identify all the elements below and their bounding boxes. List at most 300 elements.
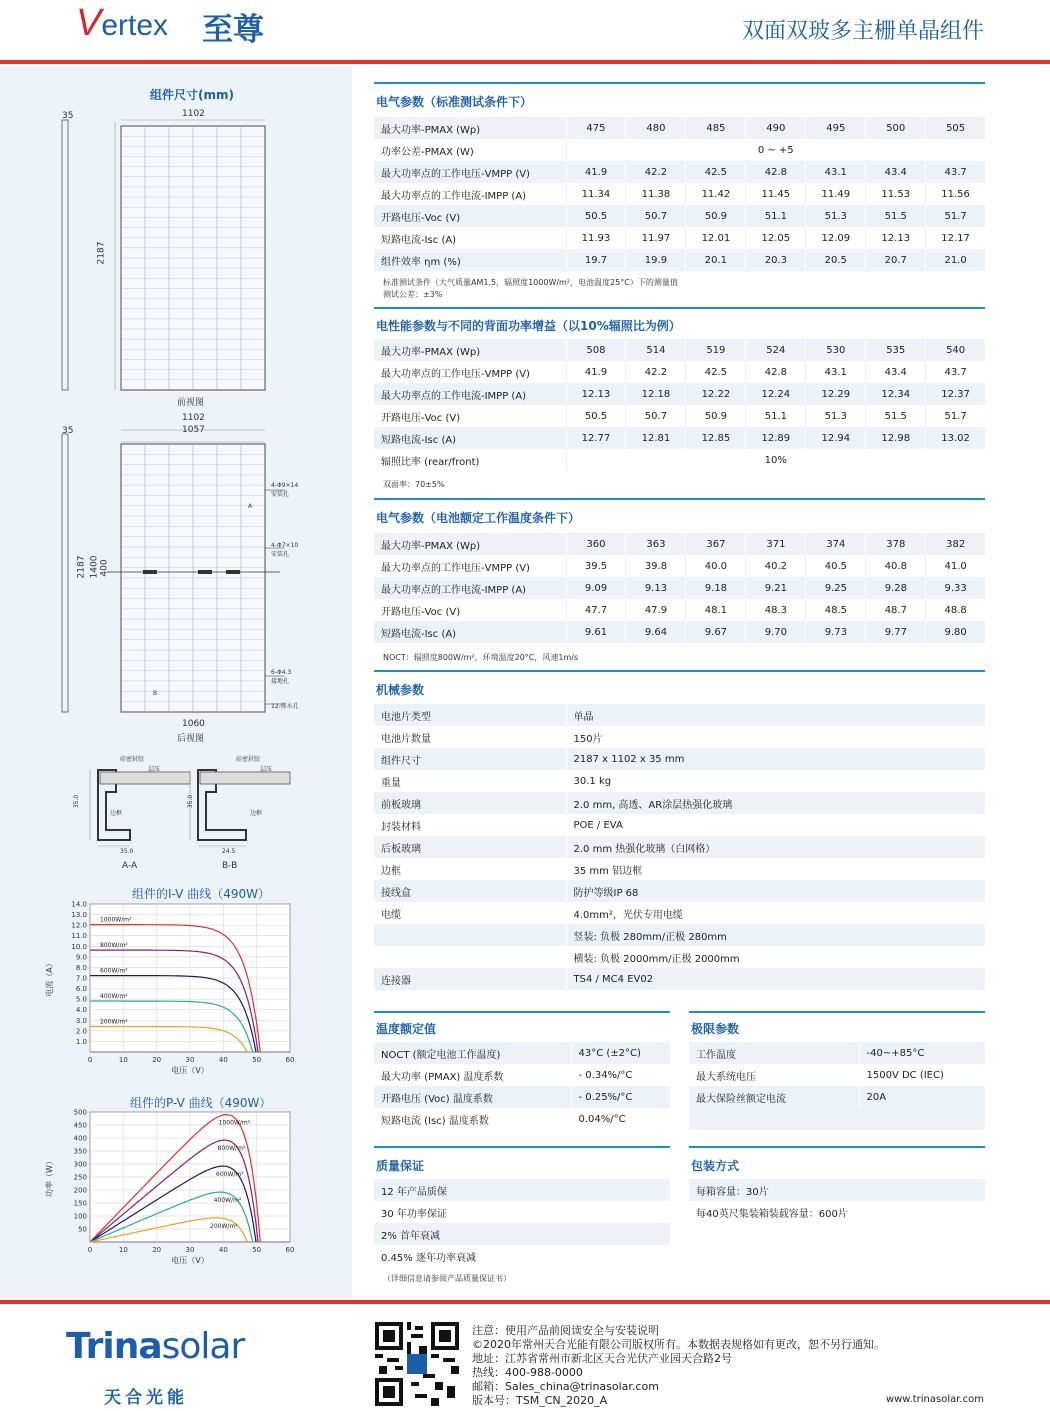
section-a-height: 35.0: [73, 794, 81, 809]
row-value: 48.3: [746, 599, 806, 621]
row-label: 最大功率点的工作电流-IMPP (A): [374, 183, 566, 205]
row-value: 367: [686, 533, 746, 555]
row-label: [374, 924, 566, 946]
y-tick-label: 500: [73, 1108, 87, 1117]
label-frame-a: 边框: [110, 810, 123, 817]
row-value: 150片: [566, 726, 985, 748]
legend-label: 1000W/m²: [100, 916, 132, 924]
qr-code: [374, 1322, 460, 1406]
front-height: 2187: [96, 241, 107, 265]
row-value: 371: [746, 533, 806, 555]
row-value: 42.8: [746, 361, 806, 383]
y-tick-label: 300: [73, 1160, 87, 1169]
legend-label: 400W/m²: [100, 993, 128, 1001]
row-value: 竖装: 负极 280mm/正极 280mm: [566, 924, 985, 946]
legend-label: 400W/m²: [213, 1197, 242, 1205]
row-value: 单晶: [566, 704, 985, 726]
row-label: 前板玻璃: [374, 792, 566, 814]
table-row: [374, 1201, 670, 1223]
row-value: 防护等级IP 68: [566, 880, 985, 902]
legend-label: 200W/m²: [100, 1018, 128, 1026]
x-tick-label: 50: [252, 1056, 262, 1064]
x-tick-label: 0: [87, 1246, 93, 1254]
row-value: 2% 首年衰减: [374, 1223, 670, 1245]
table-row: [689, 1042, 985, 1064]
row-value: 40.0: [686, 555, 746, 577]
row-value: 40.2: [746, 555, 806, 577]
legend-label: 800W/m²: [217, 1145, 246, 1153]
legend-label: 200W/m²: [210, 1222, 238, 1230]
row-label: 最大功率点的工作电流-IMPP (A): [374, 577, 566, 599]
table-row: [374, 1223, 670, 1245]
section-mark-a: A: [248, 503, 253, 510]
row-value: 12.17: [926, 227, 985, 249]
row-value: 41.9: [566, 361, 626, 383]
stc-title: 电气参数（标准测试条件下）: [376, 95, 533, 109]
row-value: 500: [866, 117, 926, 139]
row-value: 12.98: [866, 427, 926, 449]
row-value: 11.97: [626, 227, 686, 249]
section-b-width: 24.5: [222, 848, 236, 855]
row-value: 12.77: [566, 427, 626, 449]
row-label: 边框: [374, 858, 566, 880]
label-glass-b: 硅密封胶: [236, 756, 261, 763]
y-tick-label: 350: [73, 1147, 87, 1156]
x-tick-label: 40: [218, 1246, 228, 1254]
row-label: 最大功率-PMAX (Wp): [374, 533, 566, 555]
brand-logo-cn: 至尊: [202, 12, 264, 48]
row-label: 封装材料: [374, 814, 566, 836]
x-tick-label: 10: [118, 1246, 128, 1254]
row-value: 39.5: [566, 555, 626, 577]
row-label: 短路电流-Isc (A): [374, 227, 566, 249]
y-tick-label: 100: [73, 1212, 87, 1221]
row-label: 组件尺寸: [374, 748, 566, 770]
limits-table: [689, 1042, 985, 1108]
table-row: [374, 858, 985, 880]
back-bottom-width: 1060: [182, 719, 205, 729]
footer-line: 邮箱：Sales_china@trinasolar.com: [472, 1380, 659, 1393]
table-row: [374, 946, 985, 968]
y-axis-label: 电流（A）: [45, 959, 54, 997]
brand-logo: Vertex: [76, 2, 169, 44]
label-frame-b: 边框: [250, 810, 263, 817]
table-row: [374, 405, 985, 427]
table-row: [374, 1179, 670, 1201]
y-tick-label: 10.0: [71, 942, 87, 951]
row-label: 最大系统电压: [689, 1064, 859, 1086]
table-row: [374, 227, 985, 249]
row-value: 43°C (±2°C): [571, 1042, 670, 1064]
row-value: 51.1: [746, 405, 806, 427]
row-value: 48.7: [866, 599, 926, 621]
row-value: 360: [566, 533, 626, 555]
packing-divider: [689, 1146, 985, 1148]
row-value: 30 年功率保证: [374, 1201, 670, 1223]
noct-title: 电气参数（电池额定工作温度条件下）: [376, 511, 581, 525]
row-value: 9.18: [686, 577, 746, 599]
noct-divider: [374, 498, 985, 500]
section-mark-b: B: [153, 690, 158, 697]
footer-line: ©2020年常州天合光能有限公司版权所有。本数据表规格如有更改，恕不另行通知。: [472, 1338, 885, 1351]
row-value: 519: [686, 339, 746, 361]
row-value: 12.18: [626, 383, 686, 405]
row-value: 9.80: [926, 621, 985, 643]
warranty-title: 质量保证: [376, 1159, 425, 1173]
back-caption: 后视图: [177, 734, 205, 744]
table-row: [374, 814, 985, 836]
row-value: 374: [806, 533, 866, 555]
row-value: 20.3: [746, 249, 806, 271]
x-tick-label: 30: [185, 1056, 195, 1064]
row-value: 40.5: [806, 555, 866, 577]
row-label: 电池片类型: [374, 704, 566, 726]
row-label: NOCT (额定电池工作温度): [374, 1042, 571, 1064]
row-value: 508: [566, 339, 626, 361]
row-value: 11.38: [626, 183, 686, 205]
row-value: 514: [626, 339, 686, 361]
row-value: 每箱容量：30片: [689, 1179, 985, 1201]
back-height: 2187: [76, 555, 87, 579]
section-b-name: B-B: [222, 861, 238, 871]
row-value: 12.22: [686, 383, 746, 405]
y-axis-label: 功率（W）: [45, 1157, 54, 1197]
row-value: 540: [926, 339, 985, 361]
row-value: 480: [626, 117, 686, 139]
iv-chart-title: 组件的I-V 曲线（490W）: [132, 887, 270, 901]
y-tick-label: 250: [73, 1173, 87, 1182]
packing-title: 包装方式: [691, 1159, 740, 1173]
row-value: 48.1: [686, 599, 746, 621]
row-value: 47.9: [626, 599, 686, 621]
callout-drain: 12-排水孔: [271, 703, 299, 710]
x-tick-label: 60: [285, 1246, 295, 1254]
row-value: 11.34: [566, 183, 626, 205]
row-value: - 0.34%/°C: [571, 1064, 670, 1086]
row-value: 4.0mm²，光伏专用电缆: [566, 902, 985, 924]
x-tick-label: 60: [285, 1056, 295, 1064]
y-tick-label: 150: [73, 1199, 87, 1208]
row-value: 21.0: [926, 249, 985, 271]
mech-table: [374, 704, 985, 990]
row-value: 495: [806, 117, 866, 139]
iv-chart: [40, 898, 310, 1076]
table-row: [374, 383, 985, 405]
legend-label: 800W/m²: [100, 942, 128, 950]
row-label: 连接器: [374, 968, 566, 990]
limits-filler-row: [689, 1108, 985, 1130]
row-value: 48.8: [926, 599, 985, 621]
table-row: [374, 249, 985, 271]
row-label: 重量: [374, 770, 566, 792]
limits-title: 极限参数: [691, 1022, 740, 1036]
row-value: 12 年产品质保: [374, 1179, 670, 1201]
y-tick-label: 450: [73, 1121, 87, 1130]
y-tick-label: 13.0: [71, 911, 87, 920]
row-value: 9.13: [626, 577, 686, 599]
table-row: [374, 748, 985, 770]
y-tick-label: 1.0: [75, 1037, 87, 1046]
row-value: 12.01: [686, 227, 746, 249]
callout-ground: 6-Φ4.3 接地孔: [271, 669, 292, 685]
table-row: [374, 599, 985, 621]
footer-divider: [0, 1300, 1050, 1304]
row-value: 9.28: [866, 577, 926, 599]
limits-divider: [689, 1011, 985, 1013]
row-value: 475: [566, 117, 626, 139]
row-value: 2187 x 1102 x 35 mm: [566, 748, 985, 770]
row-value: 363: [626, 533, 686, 555]
row-value: 43.4: [866, 161, 926, 183]
row-label: 最大功率点的工作电压-VMPP (V): [374, 361, 566, 383]
table-row: [374, 577, 985, 599]
stc-divider: [374, 82, 985, 84]
row-value: 51.7: [926, 205, 985, 227]
row-value: 19.9: [626, 249, 686, 271]
noct-table: [374, 533, 985, 643]
row-label: 开路电压-Voc (V): [374, 405, 566, 427]
table-row: [374, 1042, 670, 1064]
table-row: [374, 139, 985, 161]
row-value: 43.7: [926, 361, 985, 383]
row-label: 短路电流 (Isc) 温度系数: [374, 1108, 571, 1130]
row-value: 横装: 负极 2000mm/正极 2000mm: [566, 946, 985, 968]
row-value: 50.7: [626, 205, 686, 227]
row-value: 20A: [859, 1086, 985, 1108]
row-label: 电池片数量: [374, 726, 566, 748]
row-value: 42.2: [626, 361, 686, 383]
row-value: 50.7: [626, 405, 686, 427]
table-row: [374, 1086, 670, 1108]
temp-divider: [374, 1011, 670, 1013]
temp-table: [374, 1042, 670, 1130]
row-label: 最大功率点的工作电压-VMPP (V): [374, 555, 566, 577]
section-b-height: 35.0: [187, 794, 195, 809]
table-row: [374, 902, 985, 924]
label-layer-a: 层压: [148, 766, 161, 773]
row-value: 30.1 kg: [566, 770, 985, 792]
row-value: 每40英尺集装箱装载容量：600片: [689, 1201, 985, 1223]
row-value: 19.7: [566, 249, 626, 271]
table-row: [374, 836, 985, 858]
row-value: 41.9: [566, 161, 626, 183]
row-value: 43.1: [806, 361, 866, 383]
row-value: 40.8: [866, 555, 926, 577]
packing-table: [689, 1179, 985, 1223]
y-tick-label: 11.0: [71, 932, 87, 941]
y-tick-label: 50: [78, 1225, 87, 1234]
label-glass-a: 硅密封胶: [120, 756, 145, 763]
table-row: [689, 1179, 985, 1201]
y-tick-label: 400: [73, 1134, 87, 1143]
callout-mounting-2: 4-Φ7×10 安装孔: [271, 542, 299, 558]
row-value: 9.70: [746, 621, 806, 643]
row-value: 490: [746, 117, 806, 139]
row-value: 9.73: [806, 621, 866, 643]
temp-title: 温度额定值: [376, 1022, 437, 1036]
y-tick-label: 4.0: [75, 1006, 87, 1015]
row-value: 1500V DC (IEC): [859, 1064, 985, 1086]
x-tick-label: 50: [252, 1246, 262, 1254]
row-value: 50.5: [566, 405, 626, 427]
legend-label: 600W/m²: [100, 967, 128, 975]
table-row: [689, 1086, 985, 1108]
row-value: 12.13: [566, 383, 626, 405]
x-tick-label: 20: [152, 1246, 162, 1254]
row-value: 50.9: [686, 405, 746, 427]
row-value: -40~+85°C: [859, 1042, 985, 1064]
row-label: 辐照比率 (rear/front): [374, 449, 566, 471]
y-tick-label: 2.0: [75, 1027, 87, 1036]
row-label: 后板玻璃: [374, 836, 566, 858]
back-thickness: 35: [62, 426, 74, 436]
row-value: TS4 / MC4 EV02: [566, 968, 985, 990]
row-label: 最大保险丝额定电流: [689, 1086, 859, 1108]
row-value: 20.7: [866, 249, 926, 271]
table-row: [374, 533, 985, 555]
back-h400: 400: [99, 559, 110, 577]
row-value: 11.56: [926, 183, 985, 205]
row-label: 最大功率点的工作电流-IMPP (A): [374, 383, 566, 405]
bifacial-title: 电性能参数与不同的背面功率增益（以10%辐照比为例）: [376, 319, 681, 333]
y-tick-label: 12.0: [71, 921, 87, 930]
row-value: 9.64: [626, 621, 686, 643]
row-value: 43.7: [926, 161, 985, 183]
y-tick-label: 6.0: [75, 985, 87, 994]
footer-info: [472, 1324, 885, 1408]
row-value: 13.02: [926, 427, 985, 449]
row-label: 接线盒: [374, 880, 566, 902]
table-row: [374, 361, 985, 383]
footer-line: 注意：使用产品前阅读安全与安装说明: [472, 1324, 659, 1337]
bifacial-divider: [374, 307, 985, 309]
row-label: 最大功率-PMAX (Wp): [374, 117, 566, 139]
legend-label: 1000W/m²: [218, 1119, 251, 1127]
table-row: [374, 205, 985, 227]
row-value: 42.5: [686, 161, 746, 183]
y-tick-label: 3.0: [75, 1016, 87, 1025]
row-label: 开路电压 (Voc) 温度系数: [374, 1086, 571, 1108]
table-row: [374, 968, 985, 990]
table-row: [374, 704, 985, 726]
header: [0, 0, 1050, 62]
row-value: 9.67: [686, 621, 746, 643]
row-value: 39.8: [626, 555, 686, 577]
row-value: 12.89: [746, 427, 806, 449]
row-value: 51.5: [866, 405, 926, 427]
trina-logo: Trinasolar: [66, 1326, 245, 1367]
row-value: 12.81: [626, 427, 686, 449]
x-tick-label: 0: [87, 1056, 93, 1064]
y-tick-label: 7.0: [75, 974, 87, 983]
row-value: 51.7: [926, 405, 985, 427]
row-value: 0.45% 逐年功率衰减: [374, 1245, 670, 1267]
row-value: 12.34: [866, 383, 926, 405]
row-value: 51.1: [746, 205, 806, 227]
back-width: 1102: [182, 413, 205, 423]
row-value: 9.09: [566, 577, 626, 599]
y-tick-label: 5.0: [75, 995, 87, 1004]
row-value: 11.42: [686, 183, 746, 205]
row-value: 11.53: [866, 183, 926, 205]
page-title: 双面双玻多主栅单晶组件: [741, 19, 984, 44]
row-value: 9.61: [566, 621, 626, 643]
footer-line: 地址：江苏省常州市新北区天合光伏产业园天合路2号: [472, 1352, 732, 1365]
bifacial-table: [374, 339, 985, 471]
row-label: 开路电压-Voc (V): [374, 599, 566, 621]
x-tick-label: 30: [185, 1246, 195, 1254]
row-value: 11.49: [806, 183, 866, 205]
row-value: 35 mm 铝边框: [566, 858, 985, 880]
row-value: 42.5: [686, 361, 746, 383]
row-value: 11.93: [566, 227, 626, 249]
row-value: 535: [866, 339, 926, 361]
table-row: [374, 792, 985, 814]
warranty-divider: [374, 1146, 670, 1148]
row-value: 9.33: [926, 577, 985, 599]
row-value: 9.21: [746, 577, 806, 599]
table-row: [374, 427, 985, 449]
row-label: 工作温度: [689, 1042, 859, 1064]
row-value: 485: [686, 117, 746, 139]
row-value: 50.5: [566, 205, 626, 227]
row-value: 50.9: [686, 205, 746, 227]
row-value: 12.94: [806, 427, 866, 449]
row-value: 12.09: [806, 227, 866, 249]
row-value: 0 ~ +5: [566, 139, 985, 161]
y-tick-label: 8.0: [75, 963, 87, 972]
row-value: - 0.25%/°C: [571, 1086, 670, 1108]
table-row: [374, 161, 985, 183]
table-row: [374, 339, 985, 361]
row-value: 51.3: [806, 405, 866, 427]
row-value: 48.5: [806, 599, 866, 621]
row-value: 12.13: [866, 227, 926, 249]
x-tick-label: 10: [118, 1056, 128, 1064]
row-value: 51.5: [866, 205, 926, 227]
y-tick-label: 200: [73, 1186, 87, 1195]
y-tick-label: 14.0: [71, 900, 87, 909]
row-value: 2.0 mm, 高透、AR涂层热强化玻璃: [566, 792, 985, 814]
row-label: 开路电压-Voc (V): [374, 205, 566, 227]
row-value: 11.45: [746, 183, 806, 205]
table-row: [374, 726, 985, 748]
table-row: [374, 621, 985, 643]
row-value: 10%: [566, 449, 985, 471]
stc-note: 标准测试条件（大气质量AM1.5，辐照度1000W/m²，电池温度25°C）下的测量值 测试公差：±3%: [383, 278, 678, 299]
front-width: 1102: [182, 109, 205, 119]
row-label: 最大功率点的工作电压-VMPP (V): [374, 161, 566, 183]
row-value: 378: [866, 533, 926, 555]
row-value: 530: [806, 339, 866, 361]
pv-chart: [40, 1106, 310, 1266]
row-label: 功率公差-PMAX (W): [374, 139, 566, 161]
row-label: 组件效率 ηm (%): [374, 249, 566, 271]
back-inner-width: 1057: [182, 425, 205, 435]
table-row: [374, 555, 985, 577]
row-value: 20.5: [806, 249, 866, 271]
table-row: [374, 449, 985, 471]
x-axis-label: 电压（V）: [171, 1256, 209, 1265]
noct-note: NOCT：辐照度800W/m²，环境温度20°C，风速1m/s: [383, 653, 579, 662]
row-value: 524: [746, 339, 806, 361]
row-value: 12.05: [746, 227, 806, 249]
table-row: [374, 924, 985, 946]
row-value: 42.8: [746, 161, 806, 183]
row-value: 43.4: [866, 361, 926, 383]
footer-url[interactable]: www.trinasolar.com: [885, 1394, 984, 1405]
row-value: 41.0: [926, 555, 985, 577]
